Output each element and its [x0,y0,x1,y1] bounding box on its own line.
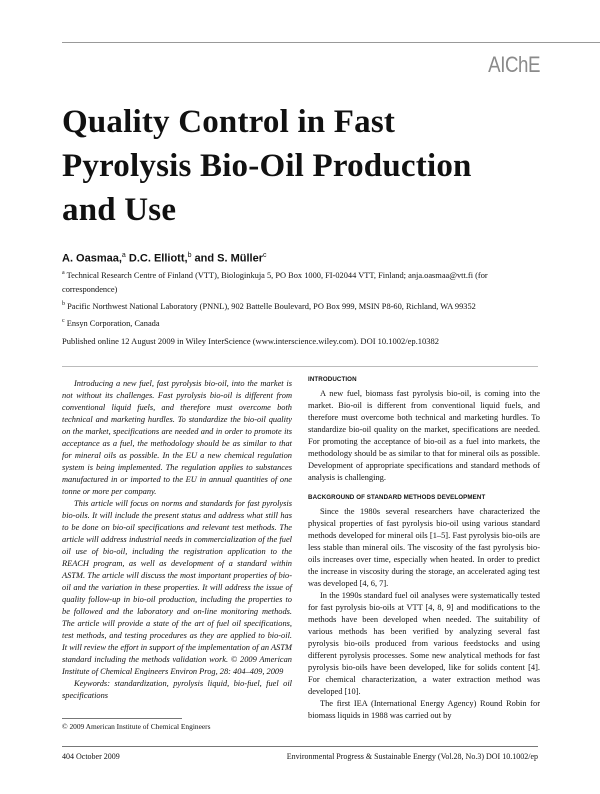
page-number-date: 404 October 2009 [62,752,120,761]
affiliation-item: $^b$ Pacific Northwest National Laboratory (PNNL), 902 Battelle Boulevard, PO Box 999, MSIN P8-60, Richland, WA 99352 [62,300,476,311]
aiche-logo: AIChE [488,52,540,77]
copyright-notice: © 2009 American Institute of Chemical Engineers [62,722,211,731]
header-rule [62,42,600,43]
section-heading: BACKGROUND OF STANDARD METHODS DEVELOPMENT [308,494,486,501]
page-footer [62,752,538,761]
section-divider [62,366,538,367]
body-column [308,374,540,722]
author-name: A. Oasmaa, [62,252,122,265]
footnote-rule [62,718,182,719]
author-list [62,252,266,265]
body-paragraph: Since the 1980s several researchers have characterized the physical properties of fast pyrolysis bio-oil using various standard methods developed for mineral oils [1–5]. Fast pyrolysis bio-oils are less stable than mineral oils. The viscosity of the fast pyrolysis bio-oils increases over time, especially when heated. In order to predict the increase in viscosity during the storage, an accelerated aging test was developed [4, 6, 7]. [308,507,540,588]
publication-info: Published online 12 August 2009 in Wiley InterScience (www.interscience.wiley.com). DOI 10.1002/ep.10382 [62,336,440,346]
body-paragraph: In the 1990s standard fuel oil analyses were systematically tested for fast pyrolysis bio-oils at VTT [4, 8, 9] and modifications to the methods have been developed when needed. The suitability of various methods has been verified by analyzing several fast pyrolysis bio-oils produced from various feedstocks and using different pyrolysis processes. Some new analytical methods for fast pyrolysis bio-oils have been developed, like for solids content [4]. For chemical characterization, a water extraction method was developed [10]. [308,591,540,696]
abstract [62,378,292,702]
section-heading: INTRODUCTION [308,376,357,383]
affiliation-item: $^a$ Technical Research Centre of Finland (VTT), Biologinkuja 5, PO Box 1000, FI-02044 VTT, Finland; anja.oasmaa@vtt.fi (for correspondence) [62,270,488,294]
affiliation-item: $^c$ Ensyn Corporation, Canada [62,317,160,328]
body-paragraph: The first IEA (International Energy Agency) Round Robin for biomass liquids in 1988 was carried out by [308,699,540,720]
author-affil-mark: c [262,252,267,259]
abstract-paragraph: This article will focus on norms and standards for fast pyrolysis bio-oils. It will include the present status and address what still has to be done on bio-oil specifications and relevant test methods. The article will address industrial needs in commercialization of the fuel oil use of bio-oil, including the registration application to the REACH program, as well as development of a standard within ASTM. The article will discuss the most important properties of bio-oil and the variation in these properties. It will address the issue of quality follow-up in bio-oil production, including the properties to be followed and the laboratory and on-line monitoring methods. The article will provide a state of the art of fuel oil specifications, test methods, and testing procedures as they are applied to bio-oil. It will review the effort in support of the implementation of an ASTM standard including the methods validation work. © 2009 American Institute of Chemical Engineers Environ Prog, 28: 404–409, 2009 [62,499,292,676]
author-affil-mark: a [121,252,126,259]
author-name: D.C. Elliott, [125,252,188,265]
journal-citation: Environmental Progress & Sustainable Energy (Vol.28, No.3) DOI 10.1002/ep [286,752,538,761]
author-affil-mark: b [187,252,192,259]
author-name: and S. Müller [191,252,263,265]
affiliations [62,266,542,330]
abstract-paragraph: Introducing a new fuel, fast pyrolysis bio-oil, into the market is not without its challenges. Fast pyrolysis bio-oil is different from conventional liquid fuels, and therefore must overcome both technical and marketing hurdles. To standardize the bio-oil quality on the market, specifications are needed and in order to promote its acceptance as a fuel, the methodology should be as similar to that for mineral oils as possible. In the EU a new chemical regulation system is being implemented. The regulation applies to substances manufactured in or imported to the EU in annual quantities of one tonne or more per company. [62,379,292,496]
article-title: Quality Control in Fast Pyrolysis Bio-Oil Production and Use [62,104,472,228]
body-paragraph: A new fuel, biomass fast pyrolysis bio-oil, is coming into the market. Bio-oil is different from conventional liquid fuels, and therefore must overcome both technical and marketing hurdles. To standardize bio-oil quality on the market, specifications are needed. For promoting the acceptance of bio-oil as a fuel into markets, the methodology should be as similar to that for mineral oils as possible. Development of appropriate specifications and standard methods of analysis is challenging. [308,389,540,482]
keywords: Keywords: standardization, pyrolysis liquid, bio-fuel, fuel oil specifications [62,679,292,700]
footer-rule [62,746,538,747]
